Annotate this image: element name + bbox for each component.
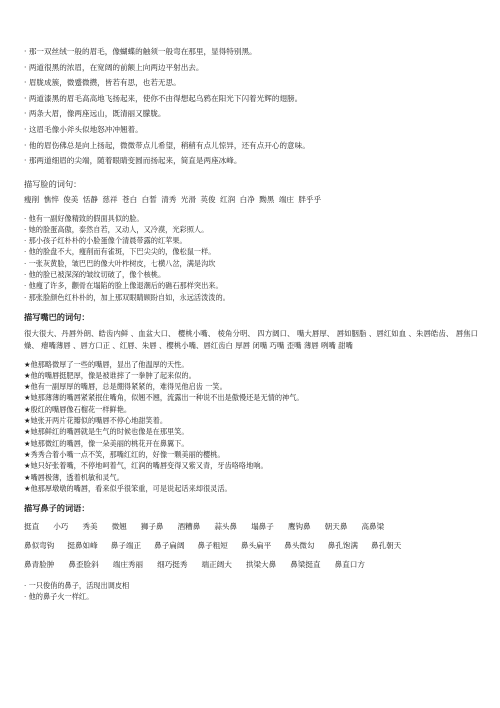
nose-word: 鼻头扁平 [240, 540, 272, 550]
list-item: ★他的嘴唇挺肥厚，像是被谁摔了一拳肿了起来似的。 [24, 370, 196, 380]
nose-word: 鼻子粗短 [197, 540, 228, 550]
list-item: · 眉胧成簇，微蹙微攒，皆若有思，也若无思。 [24, 78, 181, 88]
nose-word: 鼻孔朝天 [371, 540, 402, 550]
nose-word: 细巧挺秀 [157, 559, 188, 569]
nose-word: 鼻青脸肿 [24, 559, 55, 569]
nose-word: 小巧 [53, 521, 69, 531]
nose-word: 酒糟鼻 [177, 521, 201, 531]
list-item: ★她那微红的嘴唇，像一朵美丽的桃花开在鼻翼下。 [24, 438, 189, 448]
list-item: ★殷红的嘴唇像石榴花一样鲜艳。 [24, 404, 132, 414]
list-item: · 两条大眉，像两座远山，既清丽又朦胧。 [24, 109, 166, 119]
nose-word: 鼻似弯钩 [24, 540, 55, 550]
nose-word: 鼻梁挺直 [290, 559, 321, 569]
face-word-list: 瘦削 憔悴 俊美 恬静 慈祥 苍白 白皙 清秀 光滑 英俊 红润 白净 黝黑 端庄 胖乎乎 [24, 194, 322, 204]
face-section-title: 描写脸的词句： [24, 178, 82, 189]
list-item: · 那张脸颜色红朴朴的，加上那双眼睛顾盼自如，永远活泼泼的。 [24, 292, 230, 302]
nose-word: 挺鼻如峰 [67, 540, 98, 550]
list-item: · 他有一副好像精致的假面具似的脸。 [24, 213, 144, 223]
list-item: ★她张开两片花瓣似的嘴唇不停心地甜笑着。 [24, 416, 168, 426]
list-item: ★她只好张着嘴，不停地呵着气，红润的嘴唇变得又紫又青，牙齿咯咯地响。 [24, 461, 268, 471]
nose-word: 鼻子端正 [110, 540, 142, 550]
list-item: · 那一双丝绒一般的眉毛，像蝴蝶的触须一般弯在那里，显得特别黑。 [24, 47, 257, 56]
list-item: · 他的眉伤佛总是向上扬起，微微带点儿希望，稍稍有点儿惊异，还有点开心的意味。 [24, 140, 310, 150]
nose-word: 鼻孔饱满 [327, 540, 358, 550]
list-item: · 他的脸盘不大，瘦削而有雀斑，下巴尖尖的，像松鼠一样。 [24, 247, 216, 257]
eyebrow-sentence-list [24, 44, 478, 169]
nose-word: 狮子鼻 [140, 521, 164, 531]
list-item: · 一只俊俏的鼻子，活现出调皮相 [24, 580, 130, 590]
list-item: · 一张灰黄脸，皱巴巴的像大叶柞树皮，七横八岔，满是沟坎 [24, 258, 216, 268]
list-item: · 这眉毛像小斧头似地怒冲冲翘着。 [24, 124, 143, 134]
nose-word-row [24, 536, 478, 555]
list-item: · 那小孩子红朴朴的小脸蛋像个清晨带露的红苹果。 [24, 236, 187, 246]
nose-word: 拱梁大鼻 [245, 559, 277, 569]
mouth-sentence-list [24, 359, 478, 495]
nose-word: 端庄秀丽 [112, 559, 144, 569]
list-item: ★她那薄薄的嘴唇紧紧抿住嘴角，似翘不翘，流露出一种说不出是傲慢还是无情的神气。 [24, 393, 304, 403]
nose-word: 鹰钩鼻 [287, 521, 311, 531]
nose-word: 微翘 [111, 521, 127, 531]
list-item: ★她那鲜红的嘴唇就是生气的时候也像是在那里笑。 [24, 427, 189, 437]
nose-word: 鼻直口方 [334, 559, 365, 569]
nose-word: 端正阔大 [201, 559, 232, 569]
nose-word: 秀美 [82, 521, 98, 531]
nose-word: 蒜头鼻 [214, 521, 238, 531]
list-item: · 两道漆黑的眉毛高高地飞扬起来，使你不由得想起乌鸦在阳光下闪着光辉的翅膀。 [24, 93, 303, 103]
list-item: ★嘴唇极薄，透着机敏和灵气。 [24, 472, 124, 482]
nose-word: 塌鼻子 [251, 521, 274, 531]
list-item: · 他的鼻子火一样红。 [24, 592, 94, 602]
list-item: ★秀秀合着小嘴一点不笑，那嘴红红的，好像一颗美丽的樱桃。 [24, 449, 225, 459]
list-item: · 两道很黑的浓眉，在宽阔的前额上向两边平射出去。 [24, 62, 204, 72]
nose-word-grid [24, 517, 478, 574]
nose-sentence-list [24, 580, 478, 603]
list-item: ★他那厚墩墩的嘴唇，看来似乎很笨重，可是说起话来却很灵活。 [24, 483, 232, 493]
nose-section-title: 描写鼻子的词语： [24, 503, 90, 514]
nose-word: 鼻歪脸斜 [68, 559, 99, 569]
nose-word: 鼻头微勾 [284, 540, 315, 550]
list-item: · 他的脸已被深深的皱纹切破了，像个核桃。 [24, 270, 166, 280]
nose-word: 高鼻梁 [361, 521, 385, 531]
list-item: · 她的脸蛋高傲，泰然自若，又动人，又冷漠，光彩照人。 [24, 224, 209, 234]
list-item: · 他瘦了许多，颧骨在塌陷的脸上像退潮后的礁石那样突出来。 [24, 281, 223, 291]
list-item: · 那两道细眉的尖端，随着眼睛变圆而扬起来，简直是两座冰峰。 [24, 156, 242, 166]
nose-word-row [24, 555, 478, 574]
mouth-word-list: 很大很大、丹唇外朗、皓齿内鲜 、血盆大口、 樱桃小嘴、 棱角分明、 四方阔口、 嘴大唇厚、 唇如胭脂 、唇红如血 、朱唇皓齿、 唇焦口燥、 瘪嘴薄唇 、唇方口正 、红唇、朱唇 、樱桃小嘴、唇红齿白 厚唇 闭嘴 巧嘴 歪嘴 薄唇 咧嘴 甜嘴 [24, 328, 478, 351]
list-item: ★他有一副厚厚的嘴唇，总是绷得紧紧的，难得见他启齿 一笑。 [24, 382, 227, 392]
nose-word: 朝天鼻 [324, 521, 348, 531]
nose-word: 挺直 [24, 521, 40, 531]
nose-word-row [24, 517, 478, 536]
list-item: ★他那略微厚了一些的嘴唇，显出了他温厚的天性。 [24, 359, 189, 369]
nose-word: 鼻子扁阔 [154, 540, 185, 550]
face-sentence-list [24, 213, 478, 303]
mouth-section-title: 描写嘴巴的词句： [24, 311, 90, 322]
